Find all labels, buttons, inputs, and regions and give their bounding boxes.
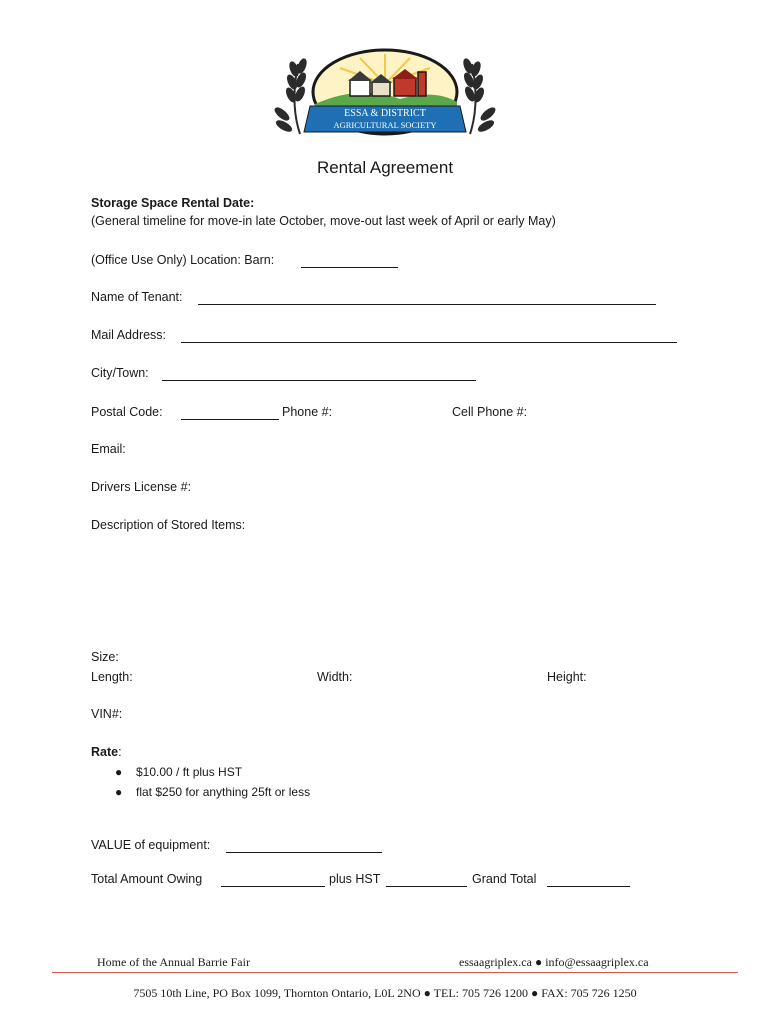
logo-text-line1: ESSA & DISTRICT [344,108,426,119]
total-owing-field[interactable] [221,886,325,887]
page-title: Rental Agreement [316,158,454,177]
city-town-field[interactable] [162,380,476,381]
height-label: Height: [547,670,587,684]
vin-label: VIN#: [91,707,123,721]
rate-heading [91,745,122,759]
postal-code-field[interactable] [181,419,279,420]
storage-timeline-note: (General timeline for move-in late October, move-out last week of April or early May) [91,214,556,228]
footer-address: 7505 10th Line, PO Box 1099, Thornton Ontario, L0L 2NO ● TEL: 705 726 1200 ● FAX: 705 726 1250 [133,986,637,1000]
mail-address-field[interactable] [181,342,677,343]
society-logo [270,44,500,144]
email-label: Email: [91,442,126,456]
length-label: Length: [91,670,133,684]
rate-label: Rate [91,745,119,759]
rate-bullet-1: ● [115,765,123,779]
office-location-label: (Office Use Only) Location: Barn: [91,253,275,267]
grand-total-field[interactable] [547,886,630,887]
tenant-name-field[interactable] [198,304,656,305]
storage-date-heading: Storage Space Rental Date: [91,196,255,210]
plus-hst-label: plus HST [329,872,381,886]
grand-total-label: Grand Total [472,872,537,886]
equipment-value-label: VALUE of equipment: [91,838,211,852]
city-town-label: City/Town: [91,366,149,380]
size-label: Size: [91,650,119,664]
footer-divider [52,972,738,973]
tenant-name-label: Name of Tenant: [91,290,183,304]
postal-code-label: Postal Code: [91,405,163,419]
width-label: Width: [317,670,353,684]
total-owing-label: Total Amount Owing [91,872,203,886]
rate-bullet-2: ● [115,785,123,799]
phone-label: Phone #: [282,405,333,419]
cell-phone-label: Cell Phone #: [452,405,528,419]
rate-colon: : [118,745,122,759]
drivers-license-label: Drivers License #: [91,480,192,494]
rate-item-2: flat $250 for anything 25ft or less [136,785,311,799]
footer-contact: essaagriplex.ca ● info@essaagriplex.ca [459,955,649,969]
mail-address-label: Mail Address: [91,328,167,342]
plus-hst-field[interactable] [386,886,467,887]
equipment-value-field[interactable] [226,852,382,853]
rate-item-1: $10.00 / ft plus HST [136,765,243,779]
barn-field[interactable] [301,267,398,268]
footer-tagline: Home of the Annual Barrie Fair [97,955,250,969]
description-label: Description of Stored Items: [91,518,246,532]
logo-text-line2: AGRICULTURAL SOCIETY [333,120,437,130]
